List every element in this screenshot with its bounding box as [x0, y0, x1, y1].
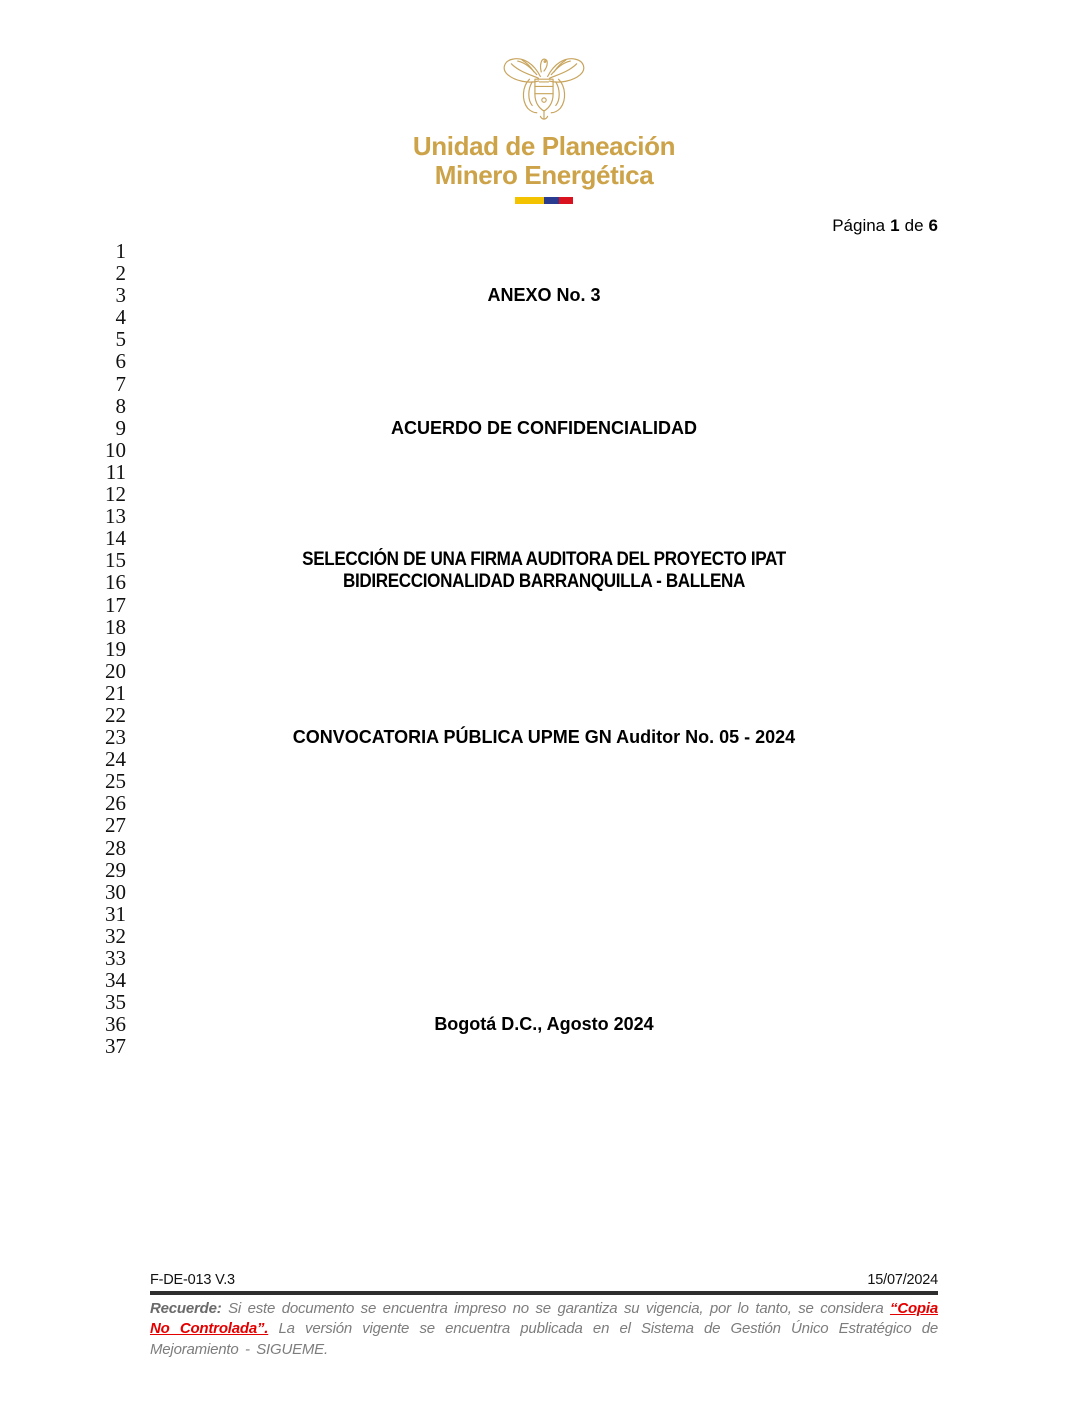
document-line-row — [0, 395, 1088, 417]
line-number: 37 — [105, 1034, 126, 1059]
document-line-row — [0, 328, 1088, 350]
page-info-label: Página — [832, 216, 886, 235]
colombia-flag-bar — [515, 197, 573, 204]
document-line-row — [0, 660, 1088, 682]
footer-note-text-2: La versión vigente se encuentra publicada en el Sistema de Gestión Único Estratégico de Mejoramiento - SIGUEME. — [150, 1320, 938, 1358]
line-number: 2 — [115, 261, 126, 286]
document-line-row — [0, 947, 1088, 969]
line-number: 32 — [105, 923, 126, 948]
footer-note-warning: “Copia No Controlada”. — [150, 1299, 938, 1337]
line-number: 5 — [115, 327, 126, 352]
document-line-row — [0, 859, 1088, 881]
document-line-row — [0, 616, 1088, 638]
line-number: 20 — [105, 658, 126, 683]
body-line-text: CONVOCATORIA PÚBLICA UPME GN Auditor No. 05 - 2024 — [292, 727, 796, 748]
body-line-text: SELECCIÓN DE UNA FIRMA AUDITORA DEL PROYECTO IPAT — [302, 549, 786, 571]
document-line-row — [0, 1035, 1088, 1057]
document-line-row — [0, 284, 1088, 306]
line-number: 21 — [105, 680, 126, 705]
line-number: 19 — [105, 636, 126, 661]
document-line-row — [0, 1013, 1088, 1035]
document-line-row — [0, 417, 1088, 439]
line-number: 34 — [105, 968, 126, 993]
document-line-row — [0, 549, 1088, 571]
document-line-row — [0, 571, 1088, 593]
line-number: 31 — [105, 901, 126, 926]
line-number: 16 — [105, 570, 126, 595]
document-line-row — [0, 682, 1088, 704]
line-number: 30 — [105, 879, 126, 904]
line-number: 8 — [115, 393, 126, 418]
document-line-row — [0, 240, 1088, 262]
document-line-row — [0, 306, 1088, 328]
line-number: 7 — [115, 371, 126, 396]
document-line-row — [0, 439, 1088, 461]
line-number: 35 — [105, 990, 126, 1015]
footer-note-text-1: Si este documento se encuentra impreso no se garantiza su vigencia, por lo tanto, se considera — [221, 1299, 891, 1317]
line-number: 1 — [115, 239, 126, 263]
document-line-row — [0, 925, 1088, 947]
flag-red-segment — [559, 197, 574, 204]
flag-yellow-segment — [515, 197, 544, 204]
line-number: 14 — [105, 526, 126, 551]
line-number: 17 — [105, 592, 126, 617]
line-number: 29 — [105, 857, 126, 882]
line-number: 11 — [105, 459, 126, 484]
document-line-row — [0, 881, 1088, 903]
document-line-row — [0, 483, 1088, 505]
colombia-coat-of-arms-icon — [492, 52, 596, 130]
line-number: 18 — [105, 614, 126, 639]
page-info-total: 6 — [928, 216, 938, 235]
document-header — [0, 52, 1088, 204]
line-number: 3 — [115, 283, 126, 308]
document-line-row — [0, 527, 1088, 549]
document-line-row — [0, 792, 1088, 814]
document-line-row — [0, 638, 1088, 660]
body-line-text: ACUERDO DE CONFIDENCIALIDAD — [391, 417, 697, 438]
flag-blue-segment — [544, 197, 559, 204]
form-code: F-DE-013 V.3 — [150, 1272, 235, 1288]
line-number: 22 — [105, 702, 126, 727]
footer-date: 15/07/2024 — [867, 1272, 938, 1288]
line-number: 23 — [105, 725, 126, 750]
document-line-row — [0, 262, 1088, 284]
line-number: 25 — [105, 769, 126, 794]
line-number: 33 — [105, 946, 126, 970]
org-name-line1: Unidad de Planeación — [412, 131, 676, 161]
document-line-row — [0, 991, 1088, 1013]
document-line-row — [0, 770, 1088, 792]
document-line-row — [0, 726, 1088, 748]
org-name — [413, 132, 675, 190]
footer-note — [150, 1299, 938, 1361]
line-number: 12 — [105, 482, 126, 507]
line-number: 13 — [105, 504, 126, 529]
line-grid — [0, 240, 1088, 1057]
document-line-row — [0, 837, 1088, 859]
line-number: 36 — [105, 1012, 126, 1037]
footer-meta — [150, 1272, 938, 1288]
document-line-row — [0, 594, 1088, 616]
line-number: 26 — [105, 791, 126, 816]
document-line-row — [0, 969, 1088, 991]
document-line-row — [0, 373, 1088, 395]
page-number-indicator — [832, 216, 938, 236]
line-number: 24 — [105, 747, 126, 772]
line-number: 27 — [105, 813, 126, 838]
document-line-row — [0, 461, 1088, 483]
document-line-row — [0, 505, 1088, 527]
footer-divider — [150, 1291, 938, 1295]
org-name-line2: Minero Energética — [434, 160, 654, 190]
line-number: 28 — [105, 835, 126, 860]
document-footer — [150, 1272, 938, 1360]
body-line-text: ANEXO No. 3 — [487, 285, 601, 306]
document-line-row — [0, 814, 1088, 836]
body-line-text: BIDIRECCIONALIDAD BARRANQUILLA - BALLENA — [343, 571, 745, 593]
page-info-separator: de — [904, 216, 924, 235]
line-number: 6 — [115, 349, 126, 374]
document-line-row — [0, 350, 1088, 372]
document-line-row — [0, 748, 1088, 770]
document-line-row — [0, 903, 1088, 925]
document-line-row — [0, 704, 1088, 726]
line-number: 4 — [115, 305, 126, 330]
body-line-text: Bogotá D.C., Agosto 2024 — [434, 1014, 654, 1035]
footer-note-label: Recuerde: — [150, 1299, 222, 1317]
page-info-current: 1 — [890, 216, 900, 235]
line-number: 15 — [105, 548, 126, 573]
line-number: 9 — [115, 415, 126, 440]
line-number: 10 — [105, 437, 126, 462]
